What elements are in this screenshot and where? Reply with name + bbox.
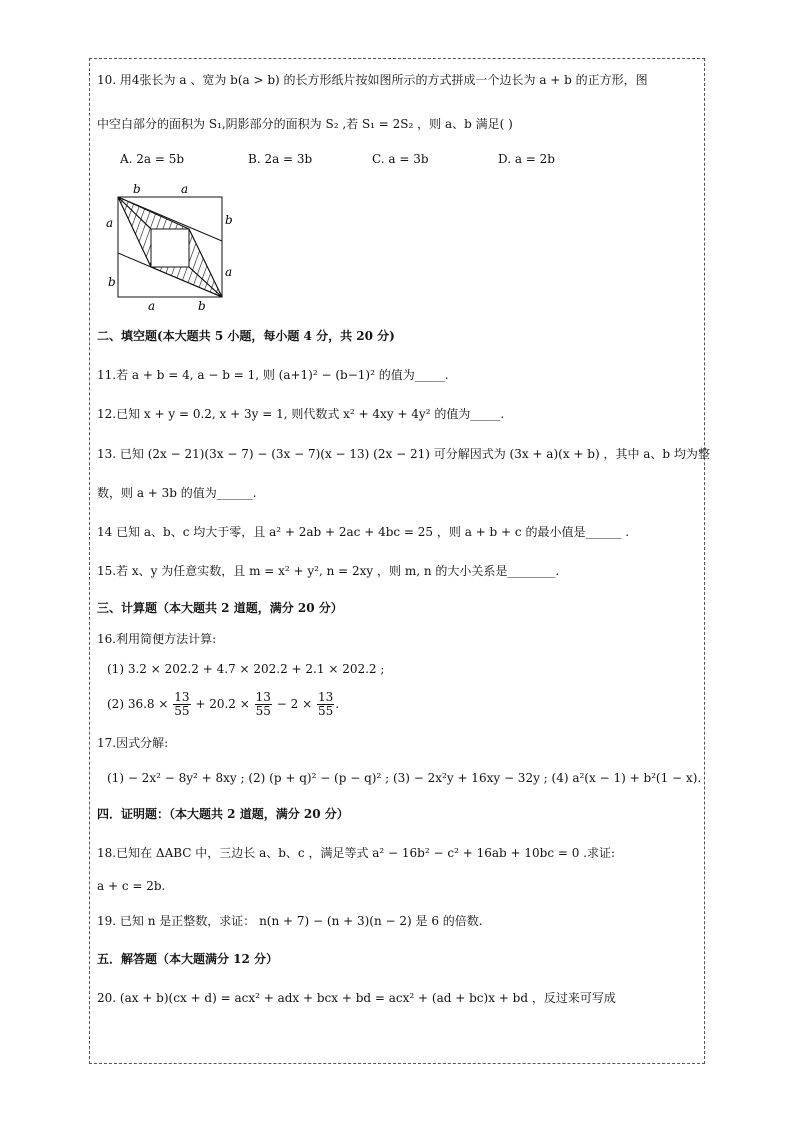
label-top-b: b bbox=[133, 182, 141, 196]
q20: 20. (ax + b)(cx + d) = acx² + adx + bcx + bd = acx² + (ad + bc)x + bd ，反过来可写成 bbox=[97, 991, 616, 1005]
q17-stem: 17.因式分解: bbox=[97, 736, 169, 750]
section3-title: 三、计算题（本大题共 2 道题，满分 20 分） bbox=[97, 601, 343, 615]
q10-line2: 中空白部分的面积为 S₁,阴影部分的面积为 S₂ ,若 S₁ = 2S₂ ，则 a、b 满足( ) bbox=[97, 117, 513, 131]
q15: 15.若 x、y 为任意实数，且 m = x² + y², n = 2xy ，则 m, n 的大小关系是________. bbox=[97, 564, 560, 578]
section4-title: 四．证明题：（本大题共 2 道题，满分 20 分） bbox=[97, 807, 349, 821]
label-right-b: b bbox=[225, 213, 233, 227]
q11: 11.若 a + b = 4, a − b = 1, 则 (a+1)² − (b−1)² 的值为_____. bbox=[97, 368, 449, 382]
q10-option-b: B. 2a = 3b bbox=[248, 152, 313, 166]
q10-option-d: D. a = 2b bbox=[498, 152, 555, 166]
q13-line1: 13. 已知 (2x − 21)(3x − 7) − (3x − 7)(x − 13) (2x − 21) 可分解因式为 (3x + a)(x + b) ，其中 a、b 均为整 bbox=[97, 447, 710, 461]
q18-line1: 18.已知在 ΔABC 中，三边长 a、b、c ，满足等式 a² − 16b² − c² + 16ab + 10bc = 0 .求证: bbox=[97, 846, 616, 860]
q10-figure bbox=[103, 182, 243, 314]
fraction-2: $\frac{13}{55}$ bbox=[255, 690, 271, 718]
q16-part2-b: + 20.2 × bbox=[195, 697, 250, 711]
section5-title: 五．解答题（本大题满分 12 分） bbox=[97, 952, 279, 966]
q19: 19. 已知 n 是正整数，求证： n(n + 7) − (n + 3)(n − 2) 是 6 的倍数. bbox=[97, 914, 483, 928]
q10-option-a: A. 2a = 5b bbox=[120, 152, 185, 166]
q10-option-c: C. a = 3b bbox=[372, 152, 429, 166]
fraction-3: $\frac{13}{55}$ bbox=[317, 690, 334, 718]
q14: 14 已知 a、b、c 均大于零，且 a² + 2ab + 2ac + 4bc = 25 ，则 a + b + c 的最小值是______ . bbox=[97, 525, 630, 539]
q16-stem: 16.利用简便方法计算: bbox=[97, 632, 217, 646]
q17-parts: (1) − 2x² − 8y² + 8xy ; (2) (p + q)² − (p − q)² ; (3) − 2x²y + 16xy − 32y ; (4) a²(x − 1) + b²(1 − x). bbox=[107, 771, 702, 785]
inner-square bbox=[151, 229, 189, 267]
label-top-a: a bbox=[181, 182, 189, 196]
q16-part2: (2) 36.8 × $\frac{13}{55}$ + 20.2 × $\frac{13}{55}$ − 2 × $\frac{13}{55}$ . bbox=[107, 690, 340, 718]
label-right-a: a bbox=[225, 265, 233, 279]
label-left-b: b bbox=[108, 275, 116, 289]
q12: 12.已知 x + y = 0.2, x + 3y = 1, 则代数式 x² + 4xy + 4y² 的值为_____. bbox=[97, 407, 505, 421]
label-bottom-b: b bbox=[198, 299, 206, 313]
q13-line2: 数，则 a + 3b 的值为______. bbox=[97, 486, 257, 500]
q16-part2-a: (2) 36.8 × bbox=[107, 697, 169, 711]
label-left-a: a bbox=[106, 216, 114, 230]
q16-part2-c: − 2 × bbox=[276, 697, 313, 711]
label-bottom-a: a bbox=[148, 299, 156, 313]
fraction-1: $\frac{13}{55}$ bbox=[174, 690, 190, 718]
q18-line2: a + c = 2b. bbox=[97, 879, 166, 893]
q16-part1: (1) 3.2 × 202.2 + 4.7 × 202.2 + 2.1 × 202.2 ; bbox=[107, 662, 385, 676]
q10-line1: 10. 用4张长为 a 、宽为 b(a > b) 的长方形纸片按如图所示的方式拼成一个边长为 a + b 的正方形，图 bbox=[97, 73, 648, 87]
section2-title: 二、填空题(本大题共 5 小题，每小题 4 分，共 20 分) bbox=[97, 329, 395, 343]
